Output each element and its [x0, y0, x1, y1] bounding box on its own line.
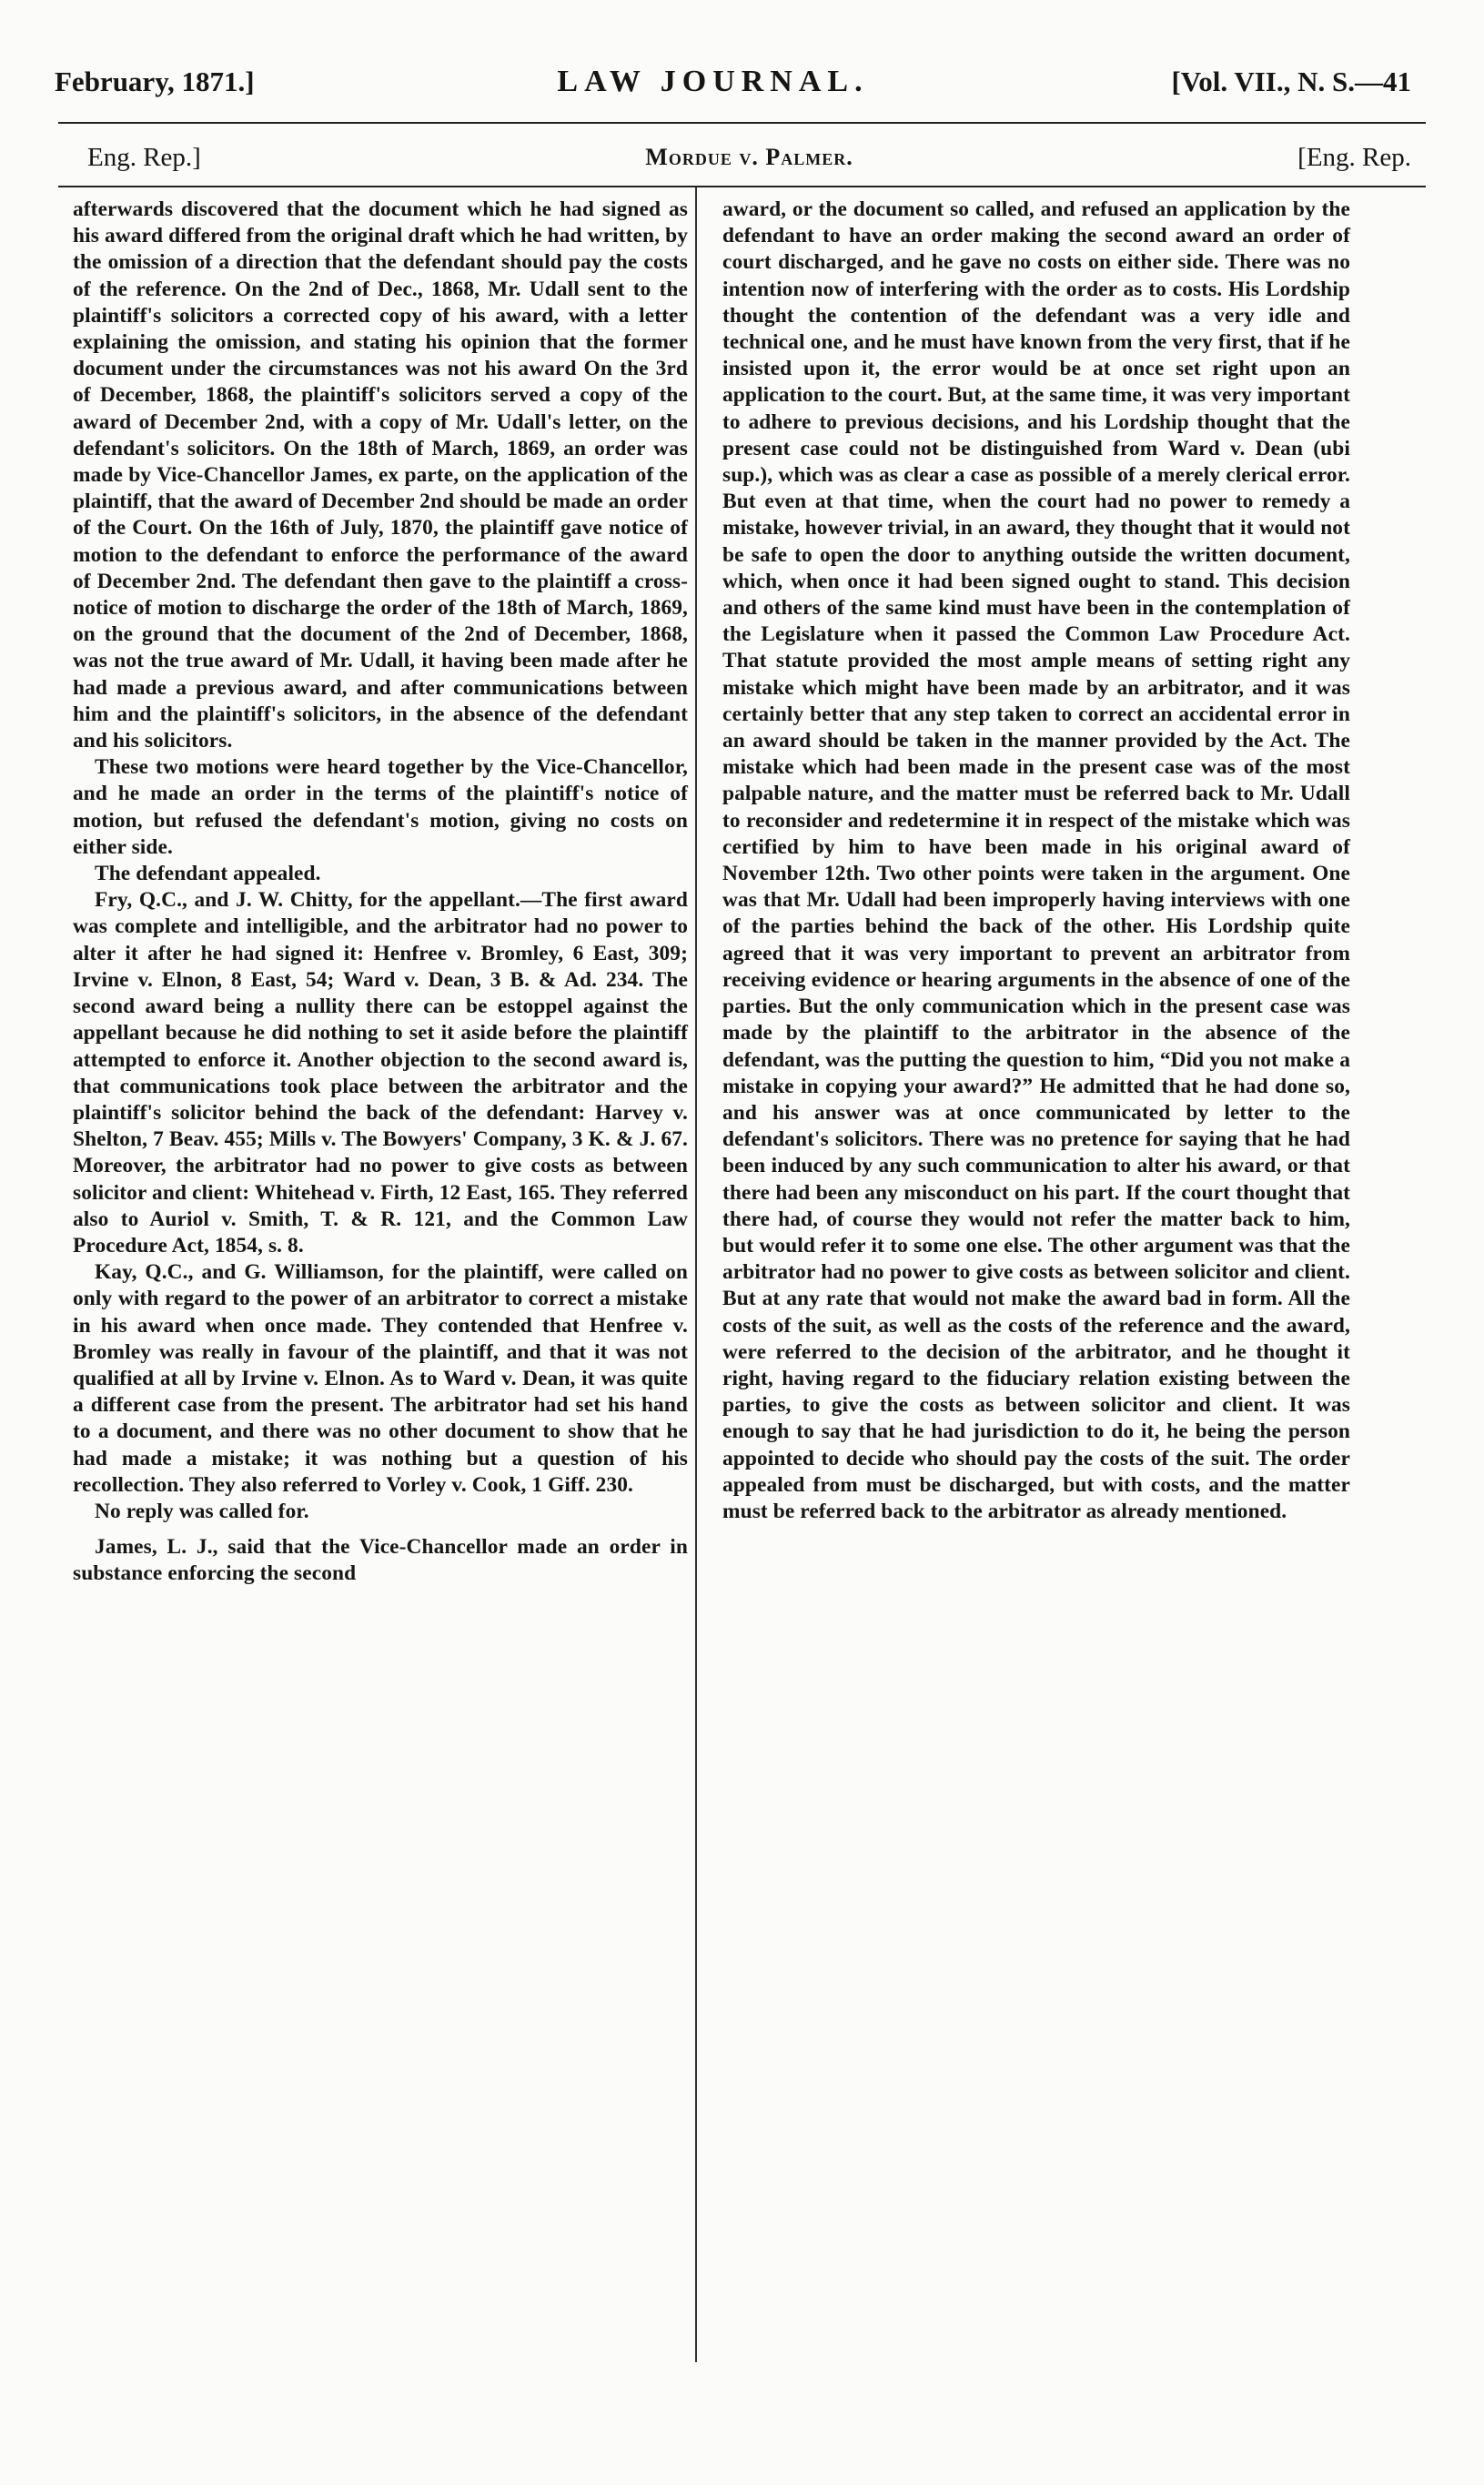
paragraph: The defendant appealed.	[95, 862, 321, 886]
issue-date: February, 1871.]	[55, 66, 255, 97]
volume-page: [Vol. VII., N. S.—41	[1171, 66, 1411, 97]
paragraph: These two motions were heard together by the Vice-Chancellor, and he made an order in the terms of the plaintiff's notice of motion, but refused the defendant's motion, giving no costs on either side.	[73, 755, 688, 859]
case-line-rule	[58, 186, 1426, 187]
running-head	[55, 55, 1411, 109]
paragraph: afterwards discovered that the document which he had signed as his award differed from the original draft which he had written, by the omission of a direction that the defendant should pay the costs of the reference. On the 2nd of Dec., 1868, Mr. Udall sent to the plaintiff's solicitors a corrected copy of his award, with a letter explaining the omission, and stating his opinion that the former document under the circumstances was not his award On the 3rd of December, 1868, the plaintiff's solicitors served a copy of the award of December 2nd, with a copy of Mr. Udall's letter, on the defendant's solicitors. On the 18th of March, 1869, an order was made by Vice-Chancellor James, ex parte, on the application of the plaintiff, that the award of December 2nd should be made an order of the Court. On the 16th of July, 1870, the plaintiff gave notice of motion to the defendant to enforce the performance of the award of December 2nd. The defendant then gave to the plaintiff a cross-notice of motion to discharge the order of the 18th of March, 1869, on the ground that the document of the 2nd of December, 1868, was not the true award of Mr. Udall, it having been made after he had made a previous award, and after communications between him and the plaintiff's solicitors, in the absence of the defendant and his solicitors.	[73, 197, 688, 753]
paragraph: Kay, Q.C., and G. Williamson, for the plaintiff, were called on only with regard to the power of an arbitrator to correct a mistake in his award when once made. They contended that Henfree v. Bromley was really in favour of the plaintiff, and that it was not qualified at all by Irvine v. Elnon. As to Ward v. Dean, it was quite a different case from the present. The arbitrator had set his hand to a document, and there was no other document to show that he had made a mistake; it was nothing but a question of his recollection. They also referred to Vorley v. Cook, 1 Giff. 230.	[73, 1260, 688, 1497]
header-rule	[58, 122, 1426, 124]
report-tag-right: [Eng. Rep.	[1297, 142, 1411, 172]
paragraph: Fry, Q.C., and J. W. Chitty, for the appellant.—The first award was complete and intelligible, and the arbitrator had no power to alter it after he had signed it: Henfree v. Bromley, 6 East, 309; Irvine v. Elnon, 8 East, 54; Ward v. Dean, 3 B. & Ad. 234. The second award being a nullity there can be estoppel against the appellant because he did nothing to set it aside before the plaintiff attempted to enforce it. Another objection to the second award is, that communications took place between the arbitrator and the plaintiff's solicitor behind the back of the defendant: Harvey v. Shelton, 7 Beav. 455; Mills v. The Bowyers' Company, 3 K. & J. 67. Moreover, the arbitrator had no power to give costs as between solicitor and client: Whitehead v. Firth, 12 East, 165. They referred also to Auriol v. Smith, T. & R. 121, and the Common Law Procedure Act, 1854, s. 8.	[73, 888, 688, 1258]
case-title: Mordue v. Palmer.	[645, 144, 853, 170]
paragraph: award, or the document so called, and refused an application by the defendant to have an order making the second award an order of court discharged, and he gave no costs on either side. There was no intention now of interfering with the order as to costs. His Lordship thought the contention of the defendant was a very idle and technical one, and he must have known from the very first, that if he insisted upon it, the error would be at once set right upon an application to the court. But, at the same time, it was very important to adhere to previous decisions, and his Lordship thought that the present case could not be distinguished from Ward v. Dean (ubi sup.), which was as clear a case as possible of a merely clerical error. But even at that time, when the court had no power to remedy a mistake, however trivial, in an award, they thought that it would not be safe to open the door to anything outside the written document, which, when once it had been signed ought to stand. This decision and others of the same kind must have been in the contemplation of the Legislature when it passed the Common Law Procedure Act. That statute provided the most ample means of setting right any mistake which might have been made by an arbitrator, and it was certainly better that any step taken to correct an accidental error in an award should be taken in the manner provided by the Act. The mistake which had been made in the present case was of the most palpable nature, and the matter must be referred back to Mr. Udall to reconsider and redetermine it in respect of the mistake which was certified by him to have been made in his original award of November 12th. Two other points were taken in the argument. One was that Mr. Udall had been improperly having interviews with one of the parties behind the back of the other. His Lordship quite agreed that it was very important to prevent an arbitrator from receiving evidence or hearing arguments in the absence of one of the parties. But the only communication which in the present case was made by the plaintiff to the arbitrator in the absence of the defendant, was the putting the question to him, “Did you not make a mistake in copying your award?” He admitted that he had done so, and his answer was at once communicated by letter to the defendant's solicitors. There was no pretence for saying that he had been induced by any such communication to alter his award, or that there had been any misconduct on his part. If the court thought that there had, of course they would not refer the matter back to him, but would refer it to some one else. The other argument was that the arbitrator had no power to give costs as between solicitor and client. But at any rate that would not make the award bad in form. All the costs of the suit, as well as the costs of the reference and the award, were referred to the decision of the arbitrator, and he thought it right, having regard to the fiduciary relation existing between the parties, to give the costs as between solicitor and client. It was enough to say that he had jurisdiction to do it, he being the person appointed to decide who should pay the costs of the suit. The order appealed from must be discharged, but with costs, and the matter must be referred back to the arbitrator as already mentioned.	[722, 197, 1350, 1523]
column-divider	[695, 187, 697, 2362]
paragraph: No reply was called for.	[95, 1499, 309, 1523]
report-tag-left: Eng. Rep.]	[87, 142, 201, 172]
journal-title: LAW JOURNAL.	[557, 65, 869, 98]
right-column	[722, 197, 1350, 1525]
case-line	[87, 136, 1411, 178]
paragraph: James, L. J., said that the Vice-Chancellor made an order in substance enforcing the second	[73, 1535, 688, 1586]
left-column	[73, 197, 688, 1588]
